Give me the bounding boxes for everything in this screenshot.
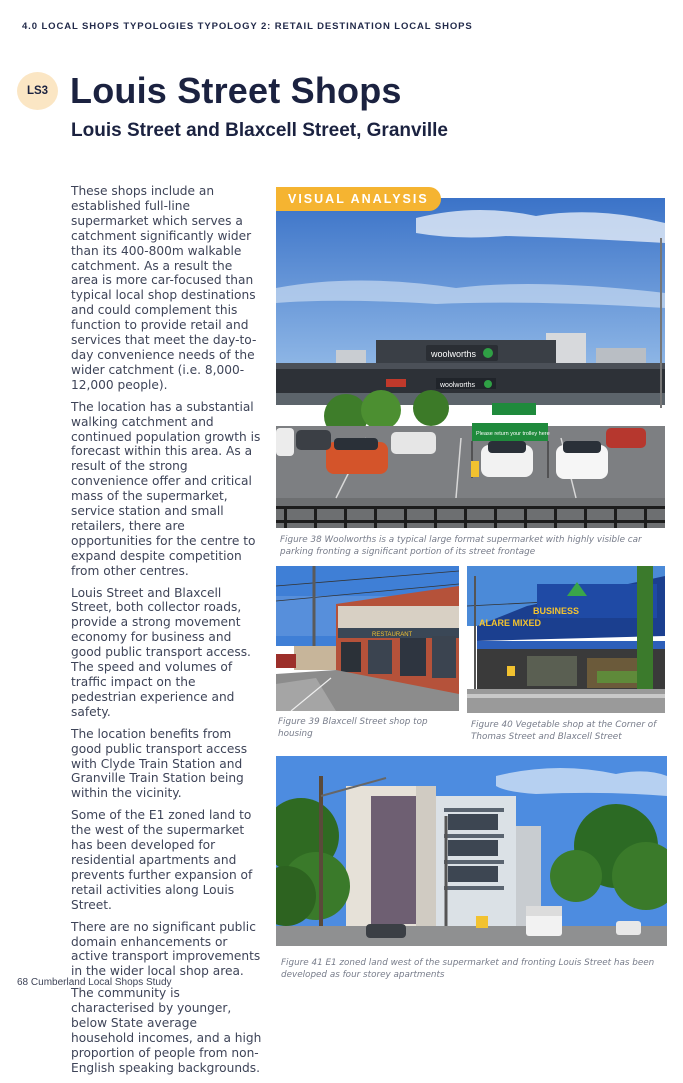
body-paragraph: There are no significant public domain enhancements or active transport improvements in the wider local shop area. [71, 919, 261, 979]
figure-41-caption: Figure 41 E1 zoned land west of the supermarket and fronting Louis Street has been developed as four storey apartments [281, 958, 655, 980]
restaurant-sign: RESTAURANT [372, 632, 413, 638]
body-paragraph: The location benefits from good public transport access with Clyde Train Station and Granville Train Station being within the vicinity. [71, 726, 248, 801]
apartments-photo [276, 756, 667, 946]
alare-mixed-sign: ALARE MIXED [479, 618, 542, 628]
shop-code-badge: LS3 [17, 72, 58, 110]
blaxcell-street-photo [276, 566, 459, 711]
vegetable-shop-photo [467, 566, 665, 713]
body-paragraph: Louis Street and Blaxcell Street, both collector roads, provide a strong movement economy for business and good public transport access. The speed and volumes of traffic impact on the pedestrian experience and safety. [71, 585, 251, 719]
page-title: Louis Street Shops [70, 70, 402, 111]
body-paragraph: The location has a substantial walking catchment and continued population growth is forecast within this area. As a result of the strong convenience offer and critical mass of the supermarket, service station and small retailers, there are opportunities for the centre to expand despite competition from other centres. [71, 399, 261, 578]
woolworths-sign-awning: woolworths [440, 382, 476, 389]
body-text [71, 184, 263, 1083]
page-subtitle: Louis Street and Blaxcell Street, Granville [71, 120, 448, 141]
body-paragraph: These shops include an established full-line supermarket which serves a catchment significantly wider than its 400-800m walkable catchment. As a result the area is more car-focused than typical local shop destinations and could complement this function to provide retail and services that meet the day-to-day convenience needs of the wider catchment (i.e. 8,000-12,000 people). [71, 184, 257, 392]
page-number: 68 [17, 977, 29, 988]
page-footer [17, 977, 172, 988]
typology-title: TYPOLOGY 2: RETAIL DESTINATION LOCAL SHOPS [197, 21, 473, 32]
woolworths-sign-top: woolworths [431, 349, 477, 359]
document-title: Cumberland Local Shops Study [30, 977, 172, 988]
body-paragraph: Some of the E1 zoned land to the west of the supermarket has been developed for residential apartments and prevents further expansion of retail activities along Louis Street. [71, 808, 253, 912]
figure-39-caption: Figure 39 Blaxcell Street shop top housing [278, 717, 428, 739]
section-header [22, 21, 473, 32]
section-title: 4.0 LOCAL SHOPS TYPOLOGIES [22, 21, 195, 32]
business-sign: BUSINESS [533, 606, 580, 616]
figure-38-caption: Figure 38 Woolworths is a typical large format supermarket with highly visible car parking fronting a significant portion of its street frontage [280, 535, 642, 557]
figure-40-caption: Figure 40 Vegetable shop at the Corner of Thomas Street and Blaxcell Street [471, 720, 657, 742]
visual-analysis-label: VISUAL ANALYSIS [276, 187, 441, 211]
trolley-sign: Please return your trolley here [476, 431, 550, 437]
woolworths-photo [276, 198, 665, 528]
body-paragraph: The community is characterised by younger, below State average household incomes, and a high proportion of people from non-English speaking backgrounds. [71, 986, 262, 1075]
